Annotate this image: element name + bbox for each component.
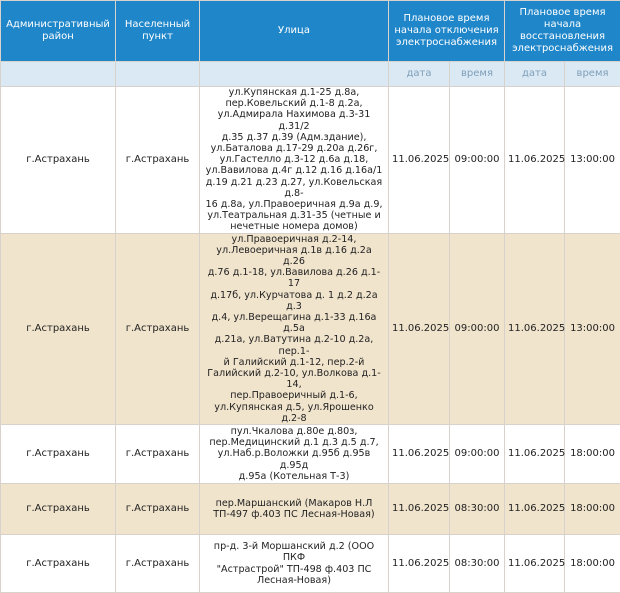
locality-cell: г.Астрахань	[116, 87, 200, 234]
table-row	[1, 425, 620, 484]
restore-time-header: Плановое время начала восстановления электроснабжения	[505, 1, 620, 62]
street-line: д.4, ул.Верещагина д.1-33 д.16а д.5а	[204, 312, 384, 334]
street-cell	[200, 233, 389, 424]
street-line: д.19 д.21 д.23 д.27, ул.Ковельская д.8-	[204, 177, 384, 199]
street-line: пер.Маршанский (Макаров Н.Л	[204, 498, 384, 509]
street-line: ул.Купянская д.5, ул.Ярошенко д.2-8	[204, 402, 384, 424]
off-date-cell: 11.06.2025	[389, 233, 450, 424]
off-time-header: Плановое время начала отключения электроснабжения	[389, 1, 505, 62]
off-time-cell: 09:00:00	[450, 425, 505, 484]
street-cell	[200, 484, 389, 535]
district-cell: г.Астрахань	[1, 87, 116, 234]
off-date-cell: 11.06.2025	[389, 535, 450, 593]
subheader-blank	[1, 62, 116, 87]
street-line: Галийский д.2-10, ул.Волкова д.1-14,	[204, 368, 384, 390]
street-line: д.21а, ул.Ватутина д.2-10 д.2а, пер.1-	[204, 334, 384, 356]
on-time-cell: 13:00:00	[565, 233, 620, 424]
subheader-row	[1, 62, 620, 87]
street-line: ул.Театральная д.31-35 (четные и	[204, 210, 384, 221]
on-date-cell: 11.06.2025	[505, 233, 565, 424]
on-date-subheader: дата	[505, 62, 565, 87]
street-line: д.17б, ул.Курчатова д. 1 д.2 д.2а д.3	[204, 290, 384, 312]
street-line: "Астрастрой" ТП-498 ф.403 ПС	[204, 564, 384, 575]
off-time-cell: 08:30:00	[450, 484, 505, 535]
street-line: ул.Баталова д.17-29 д.20а д.26г,	[204, 143, 384, 154]
locality-cell: г.Астрахань	[116, 484, 200, 535]
table-row	[1, 535, 620, 593]
street-line: ул.Наб.р.Воложки д.95б д.95в д.95д	[204, 448, 384, 470]
street-line: ул.Левоеричная д.1в д.16 д.2а д.26	[204, 245, 384, 267]
street-line: ул.Адмирала Нахимова д.3-31 д.31/2	[204, 109, 384, 131]
subheader-blank	[200, 62, 389, 87]
district-cell: г.Астрахань	[1, 425, 116, 484]
street-line: нечетные номера домов)	[204, 221, 384, 232]
street-line: 16 д.8а, ул.Правоеричная д.9а д.9,	[204, 199, 384, 210]
on-date-cell: 11.06.2025	[505, 87, 565, 234]
street-line: д.76 д.1-18, ул.Вавилова д.26 д.1-17	[204, 267, 384, 289]
locality-cell: г.Астрахань	[116, 535, 200, 593]
on-time-cell: 13:00:00	[565, 87, 620, 234]
on-date-cell: 11.06.2025	[505, 484, 565, 535]
street-header: Улица	[200, 1, 389, 62]
on-date-cell: 11.06.2025	[505, 535, 565, 593]
locality-cell: г.Астрахань	[116, 233, 200, 424]
off-time-cell: 09:00:00	[450, 87, 505, 234]
street-line: й Галийский д.1-12, пер.2-й	[204, 357, 384, 368]
on-time-cell: 18:00:00	[565, 425, 620, 484]
district-header: Административный район	[1, 1, 116, 62]
street-line: пер.Медицинский д.1 д.3 д.5 д.7,	[204, 437, 384, 448]
off-time-cell: 08:30:00	[450, 535, 505, 593]
on-date-cell: 11.06.2025	[505, 425, 565, 484]
street-cell	[200, 425, 389, 484]
locality-cell: г.Астрахань	[116, 425, 200, 484]
street-line: пер.Ковельский д.1-8 д.2а,	[204, 98, 384, 109]
off-date-cell: 11.06.2025	[389, 484, 450, 535]
off-date-cell: 11.06.2025	[389, 425, 450, 484]
locality-header: Населенный пункт	[116, 1, 200, 62]
on-time-cell: 18:00:00	[565, 535, 620, 593]
off-time-subheader: время	[450, 62, 505, 87]
street-line: ул.Вавилова д.4г д.12 д.16 д.16а/1	[204, 165, 384, 176]
street-line: пер.Правоеричный д.1-6,	[204, 390, 384, 401]
on-time-cell: 18:00:00	[565, 484, 620, 535]
off-date-cell: 11.06.2025	[389, 87, 450, 234]
district-cell: г.Астрахань	[1, 233, 116, 424]
street-cell	[200, 87, 389, 234]
table-row	[1, 484, 620, 535]
off-time-cell: 09:00:00	[450, 233, 505, 424]
street-line: ул.Правоеричная д.2-14,	[204, 234, 384, 245]
header-row	[1, 1, 620, 62]
district-cell: г.Астрахань	[1, 484, 116, 535]
on-time-subheader: время	[565, 62, 620, 87]
street-line: ТП-497 ф.403 ПС Лесная-Новая)	[204, 509, 384, 520]
district-cell: г.Астрахань	[1, 535, 116, 593]
street-line: пр-д. 3-й Моршанский д.2 (ООО ПКФ	[204, 541, 384, 563]
table-row	[1, 87, 620, 234]
street-cell	[200, 535, 389, 593]
street-line: ул.Гастелло д.3-12 д.6а д.18,	[204, 154, 384, 165]
street-line: пул.Чкалова д.80е д.80з,	[204, 426, 384, 437]
subheader-blank	[116, 62, 200, 87]
street-line: ул.Купянская д.1-25 д.8а,	[204, 87, 384, 98]
street-line: Лесная-Новая)	[204, 575, 384, 586]
table-row	[1, 233, 620, 424]
off-date-subheader: дата	[389, 62, 450, 87]
street-line: д.95а (Котельная Т-3)	[204, 471, 384, 482]
street-line: д.35 д.37 д.39 (Адм.здание),	[204, 132, 384, 143]
